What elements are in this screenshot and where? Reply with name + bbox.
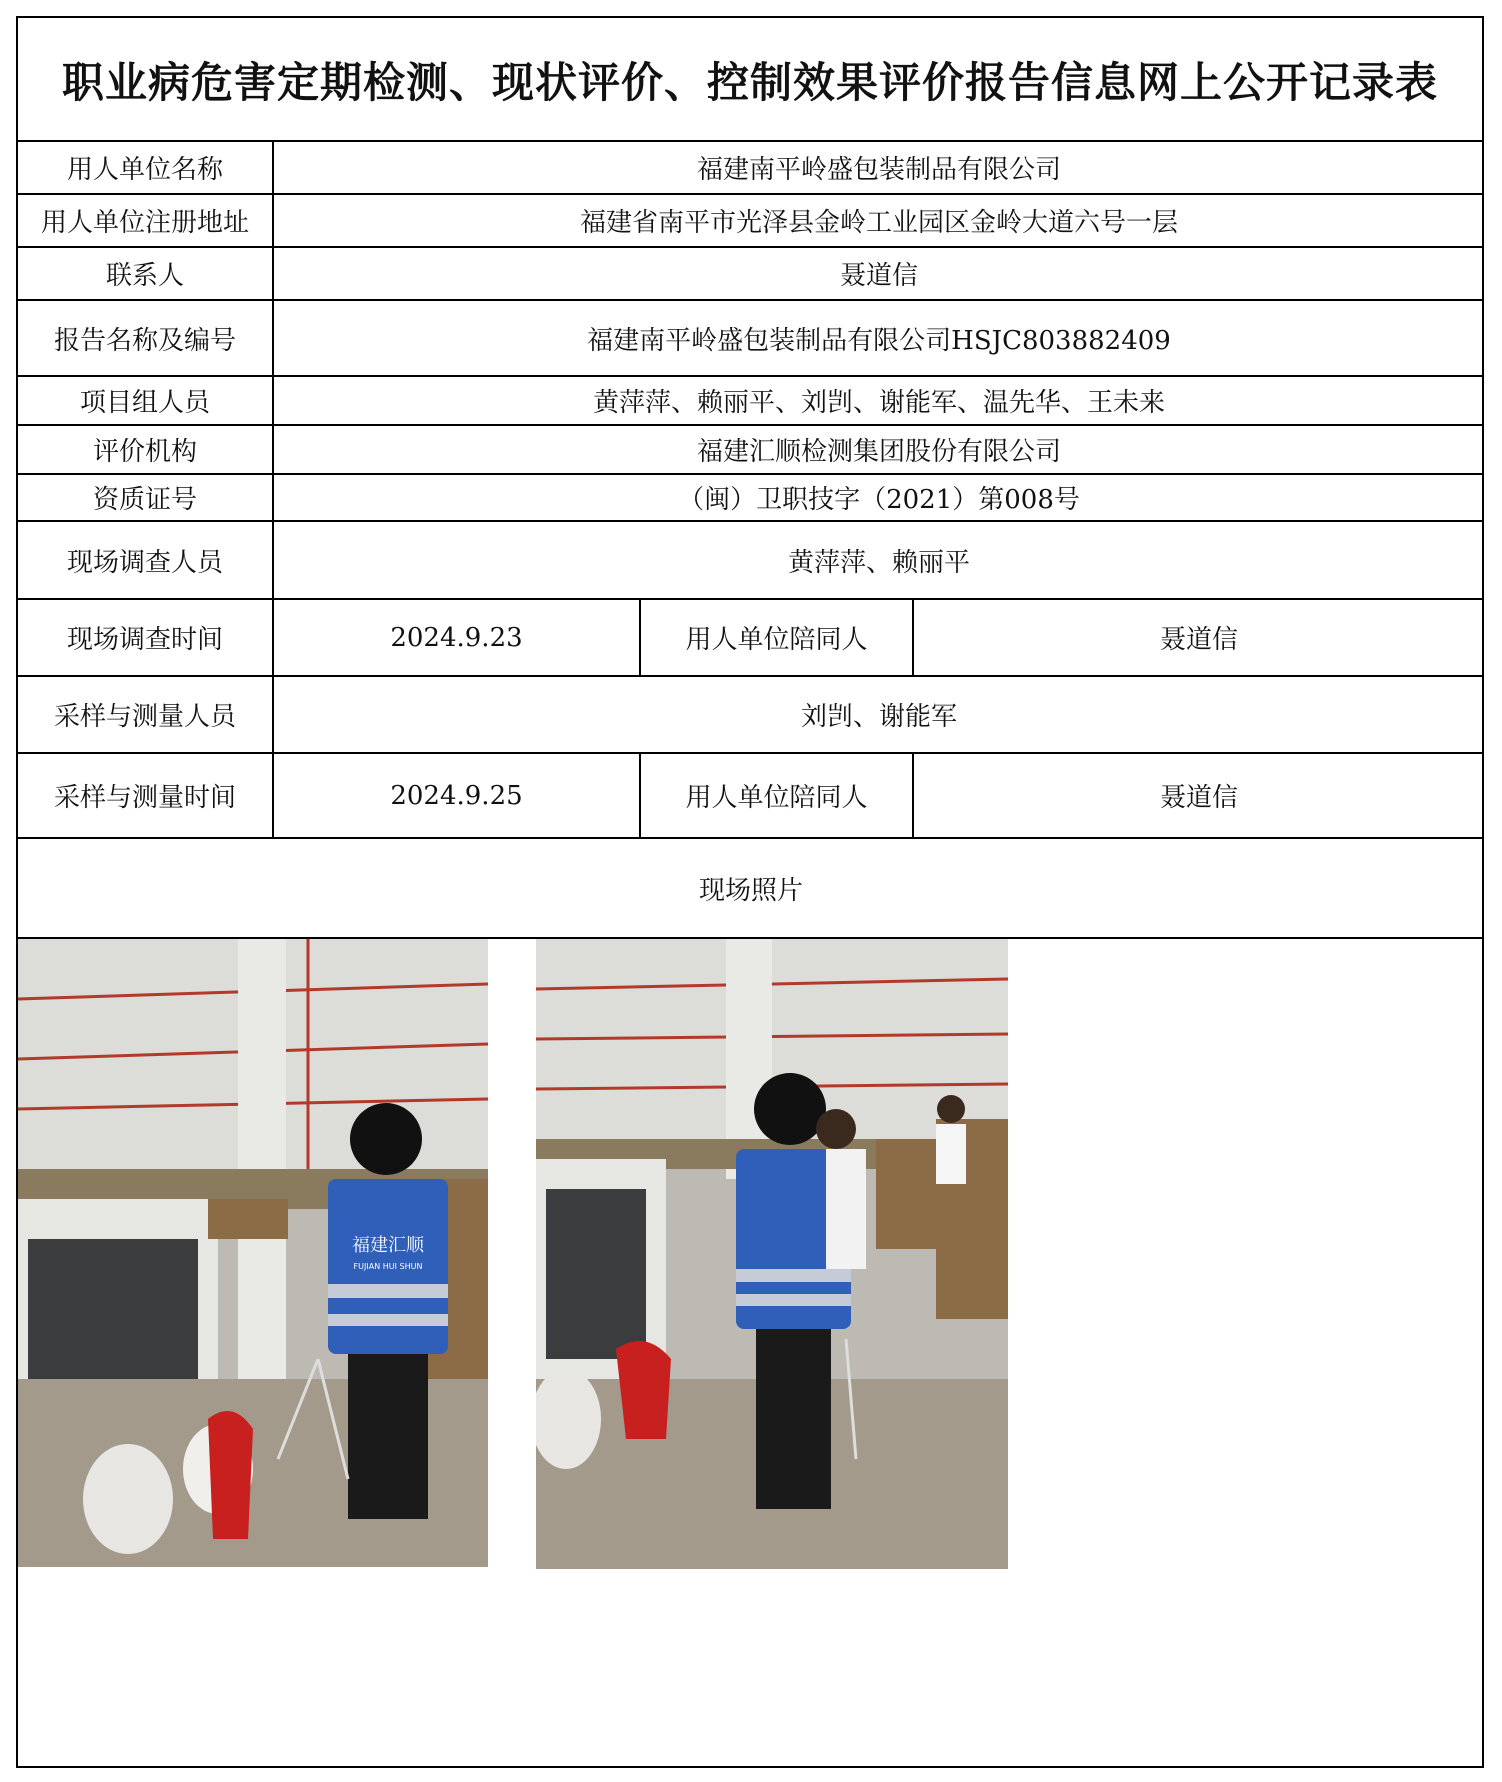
- record-table: [16, 16, 1484, 1768]
- photos-label: 现场照片: [698, 875, 803, 906]
- survey-time-value: 2024.9.23: [390, 622, 523, 653]
- agency-label: 评价机构: [92, 437, 197, 467]
- employer-name-value: 福建南平岭盛包装制品有限公司: [696, 155, 1061, 185]
- survey-companion-label: 用人单位陪同人: [685, 625, 868, 655]
- employer-name-label: 用人单位名称: [66, 155, 223, 185]
- sampling-companion-label: 用人单位陪同人: [685, 783, 868, 813]
- contact-label: 联系人: [105, 261, 184, 291]
- sampling-companion-value: 聂道信: [1159, 783, 1238, 813]
- team-label: 项目组人员: [79, 388, 210, 418]
- team-value: 黄萍萍、赖丽平、刘剀、谢能军、温先华、王未来: [592, 388, 1165, 418]
- vest-subtext: FUJIAN HUI SHUN: [353, 1262, 423, 1271]
- employer-address-label: 用人单位注册地址: [40, 208, 249, 238]
- survey-companion-value: 聂道信: [1159, 625, 1238, 655]
- sampling-staff-label: 采样与测量人员: [53, 702, 236, 732]
- sampling-staff-value: 刘剀、谢能军: [800, 702, 957, 732]
- sampling-time-label: 采样与测量时间: [53, 783, 236, 813]
- cert-value: （闽）卫职技字（2021）第008号: [678, 485, 1080, 515]
- survey-staff-label: 现场调查人员: [66, 547, 223, 578]
- survey-staff-value: 黄萍萍、赖丽平: [787, 547, 970, 578]
- contact-value: 聂道信: [839, 261, 918, 291]
- vest-text: 福建汇顺: [352, 1235, 424, 1256]
- survey-time-label: 现场调查时间: [66, 625, 223, 655]
- report-value: 福建南平岭盛包装制品有限公司HSJC803882409: [587, 325, 1171, 356]
- page-title: 职业病危害定期检测、现状评价、控制效果评价报告信息网上公开记录表: [61, 58, 1438, 107]
- employer-address-value: 福建省南平市光泽县金岭工业园区金岭大道六号一层: [579, 208, 1178, 238]
- site-photo-1: [18, 939, 488, 1567]
- cert-label: 资质证号: [92, 485, 197, 515]
- report-label: 报告名称及编号: [53, 325, 236, 356]
- site-photo-2: [536, 939, 1008, 1569]
- sampling-time-value: 2024.9.25: [390, 780, 523, 811]
- agency-value: 福建汇顺检测集团股份有限公司: [696, 437, 1061, 467]
